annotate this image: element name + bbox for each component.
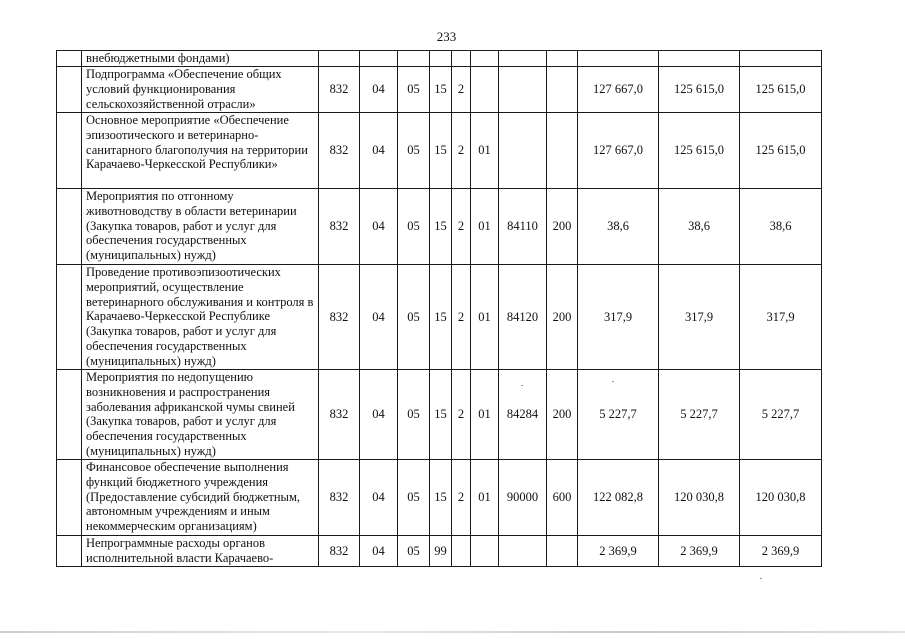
row-marker-cell [57, 189, 82, 265]
sum-year1-cell: 127 667,0 [578, 113, 659, 189]
sum-year3-cell: 125 615,0 [740, 113, 822, 189]
sum-year2-cell: 120 030,8 [659, 460, 740, 536]
subprogram-cell [452, 536, 471, 567]
section-cell: 04 [360, 189, 398, 265]
event-cell: 01 [471, 113, 499, 189]
sum-year1-cell: 38,6 [578, 189, 659, 265]
sum-year1-cell: 122 082,8 [578, 460, 659, 536]
sum-year3-cell: 2 369,9 [740, 536, 822, 567]
scan-speck [760, 578, 762, 579]
scan-speck [521, 385, 523, 386]
section-cell: 04 [360, 113, 398, 189]
ministry-cell: 832 [319, 189, 360, 265]
subsection-cell: 05 [398, 189, 430, 265]
name-cell: Мероприятия по отгонному животноводству в области ветеринарии (Закупка товаров, работ и услуг для обеспечения государственных (муниципальных) нужд) [82, 189, 319, 265]
ministry-cell: 832 [319, 265, 360, 370]
subprogram-cell: 2 [452, 370, 471, 460]
subsection-cell: 05 [398, 265, 430, 370]
program-cell: 15 [430, 370, 452, 460]
program-cell [430, 51, 452, 67]
program-cell: 15 [430, 67, 452, 113]
row-marker-cell [57, 370, 82, 460]
name-cell: Непрограммные расходы органов исполнительной власти Карачаево- [82, 536, 319, 567]
direction-cell [499, 67, 547, 113]
event-cell: 01 [471, 460, 499, 536]
ministry-cell: 832 [319, 536, 360, 567]
direction-cell: 84110 [499, 189, 547, 265]
row-marker-cell [57, 113, 82, 189]
sum-year3-cell: 120 030,8 [740, 460, 822, 536]
table-row [57, 189, 822, 265]
ministry-cell: 832 [319, 113, 360, 189]
program-cell: 15 [430, 189, 452, 265]
subprogram-cell: 2 [452, 265, 471, 370]
expense-type-cell: 600 [547, 460, 578, 536]
direction-cell: 84120 [499, 265, 547, 370]
expense-type-cell [547, 67, 578, 113]
ministry-cell: 832 [319, 370, 360, 460]
expense-type-cell: 200 [547, 370, 578, 460]
subsection-cell [398, 51, 430, 67]
scan-speck [612, 381, 614, 382]
row-marker-cell [57, 265, 82, 370]
scan-bottom-edge [0, 631, 905, 633]
name-cell: внебюджетными фондами) [82, 51, 319, 67]
program-cell: 15 [430, 113, 452, 189]
subsection-cell: 05 [398, 67, 430, 113]
name-cell: Мероприятия по недопущению возникновения и распространения заболевания африканской чумы свиней (Закупка товаров, работ и услуг для обеспечения государственных (муниципальных) нужд) [82, 370, 319, 460]
subsection-cell: 05 [398, 113, 430, 189]
program-cell: 99 [430, 536, 452, 567]
sum-year3-cell: 317,9 [740, 265, 822, 370]
sum-year3-cell: 38,6 [740, 189, 822, 265]
table-row [57, 265, 822, 370]
subprogram-cell: 2 [452, 67, 471, 113]
table-row [57, 67, 822, 113]
name-cell: Финансовое обеспечение выполнения функций бюджетного учреждения (Предоставление субсидий бюджетным, автономным учреждениям и иным некоммерческим организациям) [82, 460, 319, 536]
expense-type-cell: 200 [547, 189, 578, 265]
sum-year2-cell [659, 51, 740, 67]
subprogram-cell: 2 [452, 189, 471, 265]
sum-year2-cell: 5 227,7 [659, 370, 740, 460]
event-cell [471, 51, 499, 67]
event-cell: 01 [471, 189, 499, 265]
event-cell [471, 536, 499, 567]
section-cell: 04 [360, 536, 398, 567]
budget-table [56, 50, 822, 567]
section-cell [360, 51, 398, 67]
sum-year2-cell: 125 615,0 [659, 67, 740, 113]
name-cell: Проведение противоэпизоотических мероприятий, осуществление ветеринарного обслуживания и контроля в Карачаево-Черкесской Республике (Закупка товаров, работ и услуг для обеспечения государственных (муниципальных) нужд) [82, 265, 319, 370]
row-marker-cell [57, 460, 82, 536]
program-cell: 15 [430, 265, 452, 370]
program-cell: 15 [430, 460, 452, 536]
sum-year2-cell: 38,6 [659, 189, 740, 265]
subsection-cell: 05 [398, 370, 430, 460]
subsection-cell: 05 [398, 460, 430, 536]
sum-year1-cell: 127 667,0 [578, 67, 659, 113]
row-marker-cell [57, 67, 82, 113]
direction-cell: 84284 [499, 370, 547, 460]
table-row [57, 536, 822, 567]
subprogram-cell [452, 51, 471, 67]
section-cell: 04 [360, 67, 398, 113]
direction-cell [499, 51, 547, 67]
row-marker-cell [57, 51, 82, 67]
event-cell [471, 67, 499, 113]
subsection-cell: 05 [398, 536, 430, 567]
name-cell: Подпрограмма «Обеспечение общих условий функционирования сельскохозяйственной отрасли» [82, 67, 319, 113]
direction-cell: 90000 [499, 460, 547, 536]
sum-year1-cell [578, 51, 659, 67]
row-marker-cell [57, 536, 82, 567]
sum-year3-cell [740, 51, 822, 67]
subprogram-cell: 2 [452, 460, 471, 536]
sum-year2-cell: 317,9 [659, 265, 740, 370]
sum-year1-cell: 317,9 [578, 265, 659, 370]
sum-year3-cell: 125 615,0 [740, 67, 822, 113]
table-row [57, 51, 822, 67]
direction-cell [499, 536, 547, 567]
sum-year1-cell: 2 369,9 [578, 536, 659, 567]
event-cell: 01 [471, 265, 499, 370]
direction-cell [499, 113, 547, 189]
section-cell: 04 [360, 460, 398, 536]
name-cell: Основное мероприятие «Обеспечение эпизоотического и ветеринарно-санитарного благополучия на территории Карачаево-Черкесской Республики» [82, 113, 319, 189]
table-row [57, 370, 822, 460]
sum-year2-cell: 2 369,9 [659, 536, 740, 567]
table-row [57, 113, 822, 189]
sum-year3-cell: 5 227,7 [740, 370, 822, 460]
ministry-cell: 832 [319, 67, 360, 113]
ministry-cell [319, 51, 360, 67]
sum-year1-cell: 5 227,7 [578, 370, 659, 460]
table-row [57, 460, 822, 536]
budget-table-body [57, 51, 822, 567]
event-cell: 01 [471, 370, 499, 460]
ministry-cell: 832 [319, 460, 360, 536]
page-number: 233 [436, 29, 457, 44]
sum-year2-cell: 125 615,0 [659, 113, 740, 189]
expense-type-cell [547, 51, 578, 67]
section-cell: 04 [360, 370, 398, 460]
expense-type-cell [547, 536, 578, 567]
expense-type-cell [547, 113, 578, 189]
section-cell: 04 [360, 265, 398, 370]
expense-type-cell: 200 [547, 265, 578, 370]
subprogram-cell: 2 [452, 113, 471, 189]
